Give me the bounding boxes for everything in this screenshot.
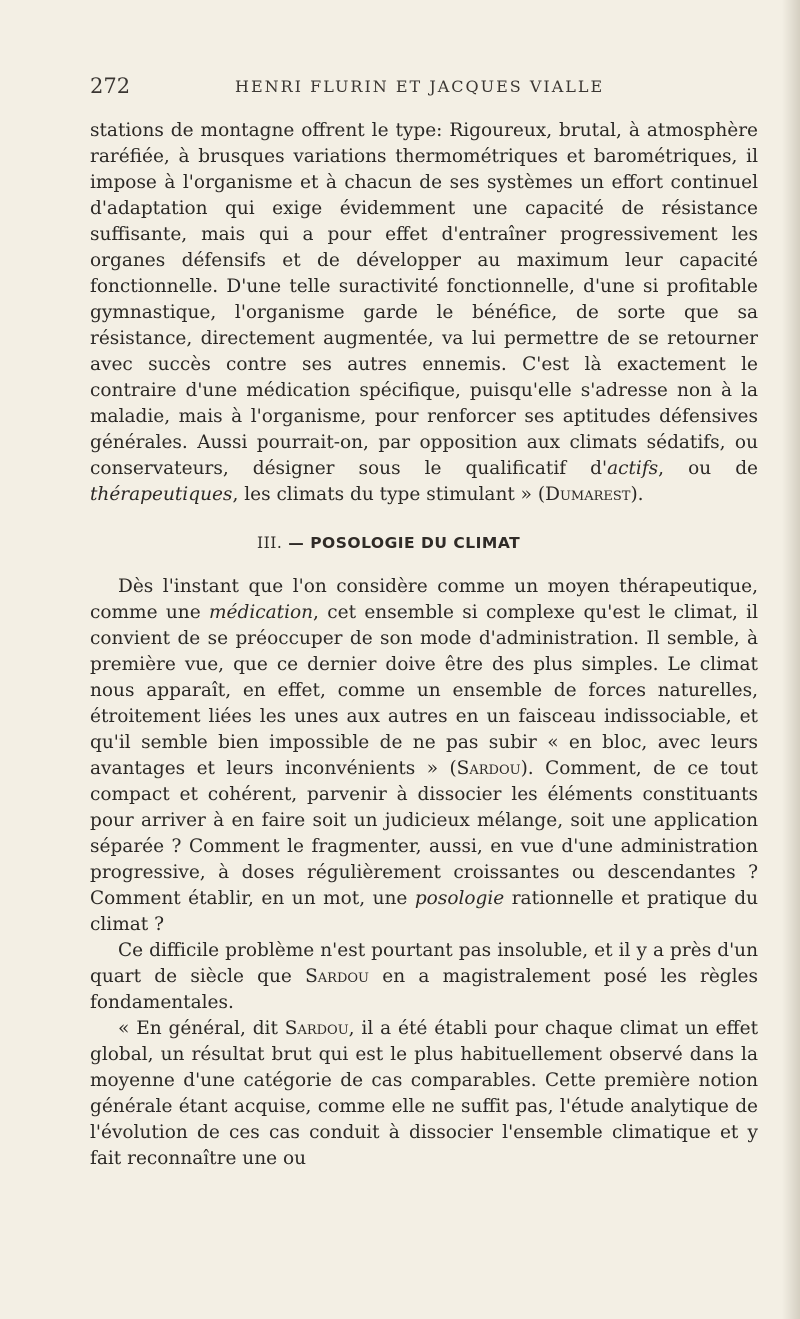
page-header	[90, 74, 770, 102]
term-posologie: posologie	[414, 888, 505, 909]
paragraph-2-text-c: ). Comment, de ce tout compact et cohérent, parvenir à dissocier les éléments constituants pour arriver à en faire soit un judicieux mélange, soit une application séparée ? Comment le fragmenter, aussi, en vue d'une administration progressive, à doses régulièrement croissantes ou descendantes ? Comment établir, en un mot, une	[90, 758, 758, 909]
paragraph-1-text-c: , les climats du type stimulant » (	[232, 484, 546, 505]
body-text	[90, 118, 758, 1172]
page-number: 272	[90, 74, 131, 98]
paragraph-4-text-b: , il a été établi pour chaque climat un effet global, un résultat brut qui est le plus habituellement observé dans la moyenne d'une catégorie de cas comparables. Cette première notion générale étant acquise, comme elle ne suffit pas, l'étude analytique de l'évolution de ces cas conduit à dissocier l'ensemble climatique et y fait reconnaître une ou	[90, 1018, 759, 1169]
paragraph-1-text-a: stations de montagne offrent le type: Rigoureux, brutal, à atmosphère raréfiée, à brusques variations thermométriques et barométriques, il impose à l'organisme et à chacun de ses systèmes un effort continuel d'adaptation qui exige évidemment une capacité de résistance suffisante, mais qui a pour effet d'entraîner progressivement les organes défensifs et de développer au maximum leur capacité fonctionnelle. D'une telle suractivité fonctionnelle, d'une si profitable gymnastique, l'organisme garde le bénéfice, de sorte que sa résistance, directement augmentée, va lui permettre de se retourner avec succès contre ses autres ennemis. C'est là exactement le contraire d'une médication spécifique, puisqu'elle s'adresse non à la maladie, mais à l'organisme, pour renforcer ses aptitudes défensives générales. Aussi pourrait-on, par opposition aux climats sédatifs, ou conservateurs, désigner sous le qualificatif d'	[90, 120, 758, 479]
term-actifs: actifs	[607, 458, 659, 479]
author-sardou: Sardou	[284, 1018, 349, 1039]
section-number: III.	[257, 534, 283, 552]
section-title: — POSOLOGIE DU CLIMAT	[288, 534, 521, 552]
paragraph-4	[90, 1016, 758, 1172]
author-dumarest: Dumarest	[545, 484, 631, 505]
term-therapeutiques: thérapeutiques	[90, 484, 233, 505]
author-sardou: Sardou	[305, 966, 370, 987]
page-edge-shadow	[782, 0, 800, 1319]
paragraph-3-text-b: en a magistralement posé les règles fondamentales.	[90, 966, 758, 1013]
paragraph-1	[90, 118, 758, 508]
paragraph-2	[90, 574, 758, 938]
term-medication: médication	[209, 602, 314, 623]
paragraph-1-text-d: ).	[630, 484, 644, 505]
paragraph-4-text-a: « En général, dit	[118, 1018, 285, 1039]
paragraph-3-text-a: Ce difficile problème n'est pourtant pas insoluble, et il y a près d'un quart de siècle que	[90, 940, 758, 987]
paragraph-2-text-b: , cet ensemble si complexe qu'est le climat, il convient de se préoccuper de son mode d'administration. Il semble, à première vue, que ce dernier doive être des plus simples. Le climat nous apparaît, en effet, comme un ensemble de forces naturelles, étroitement liées les unes aux autres en un faisceau indissociable, et qu'il semble bien impossible de ne pas subir « en bloc, avec leurs avantages et leurs inconvénients » (	[90, 602, 758, 779]
paragraph-3	[90, 938, 758, 1016]
paragraph-2-text-a: Dès l'instant que l'on considère comme un moyen thérapeutique, comme une	[90, 576, 758, 623]
paragraph-1-text-b: , ou de	[658, 458, 758, 479]
paragraph-2-text-d: rationnelle et pratique du climat ?	[90, 888, 758, 935]
running-head: HENRI FLURIN ET JACQUES VIALLE	[235, 77, 605, 96]
section-heading	[90, 530, 758, 556]
author-sardou: Sardou	[456, 758, 521, 779]
